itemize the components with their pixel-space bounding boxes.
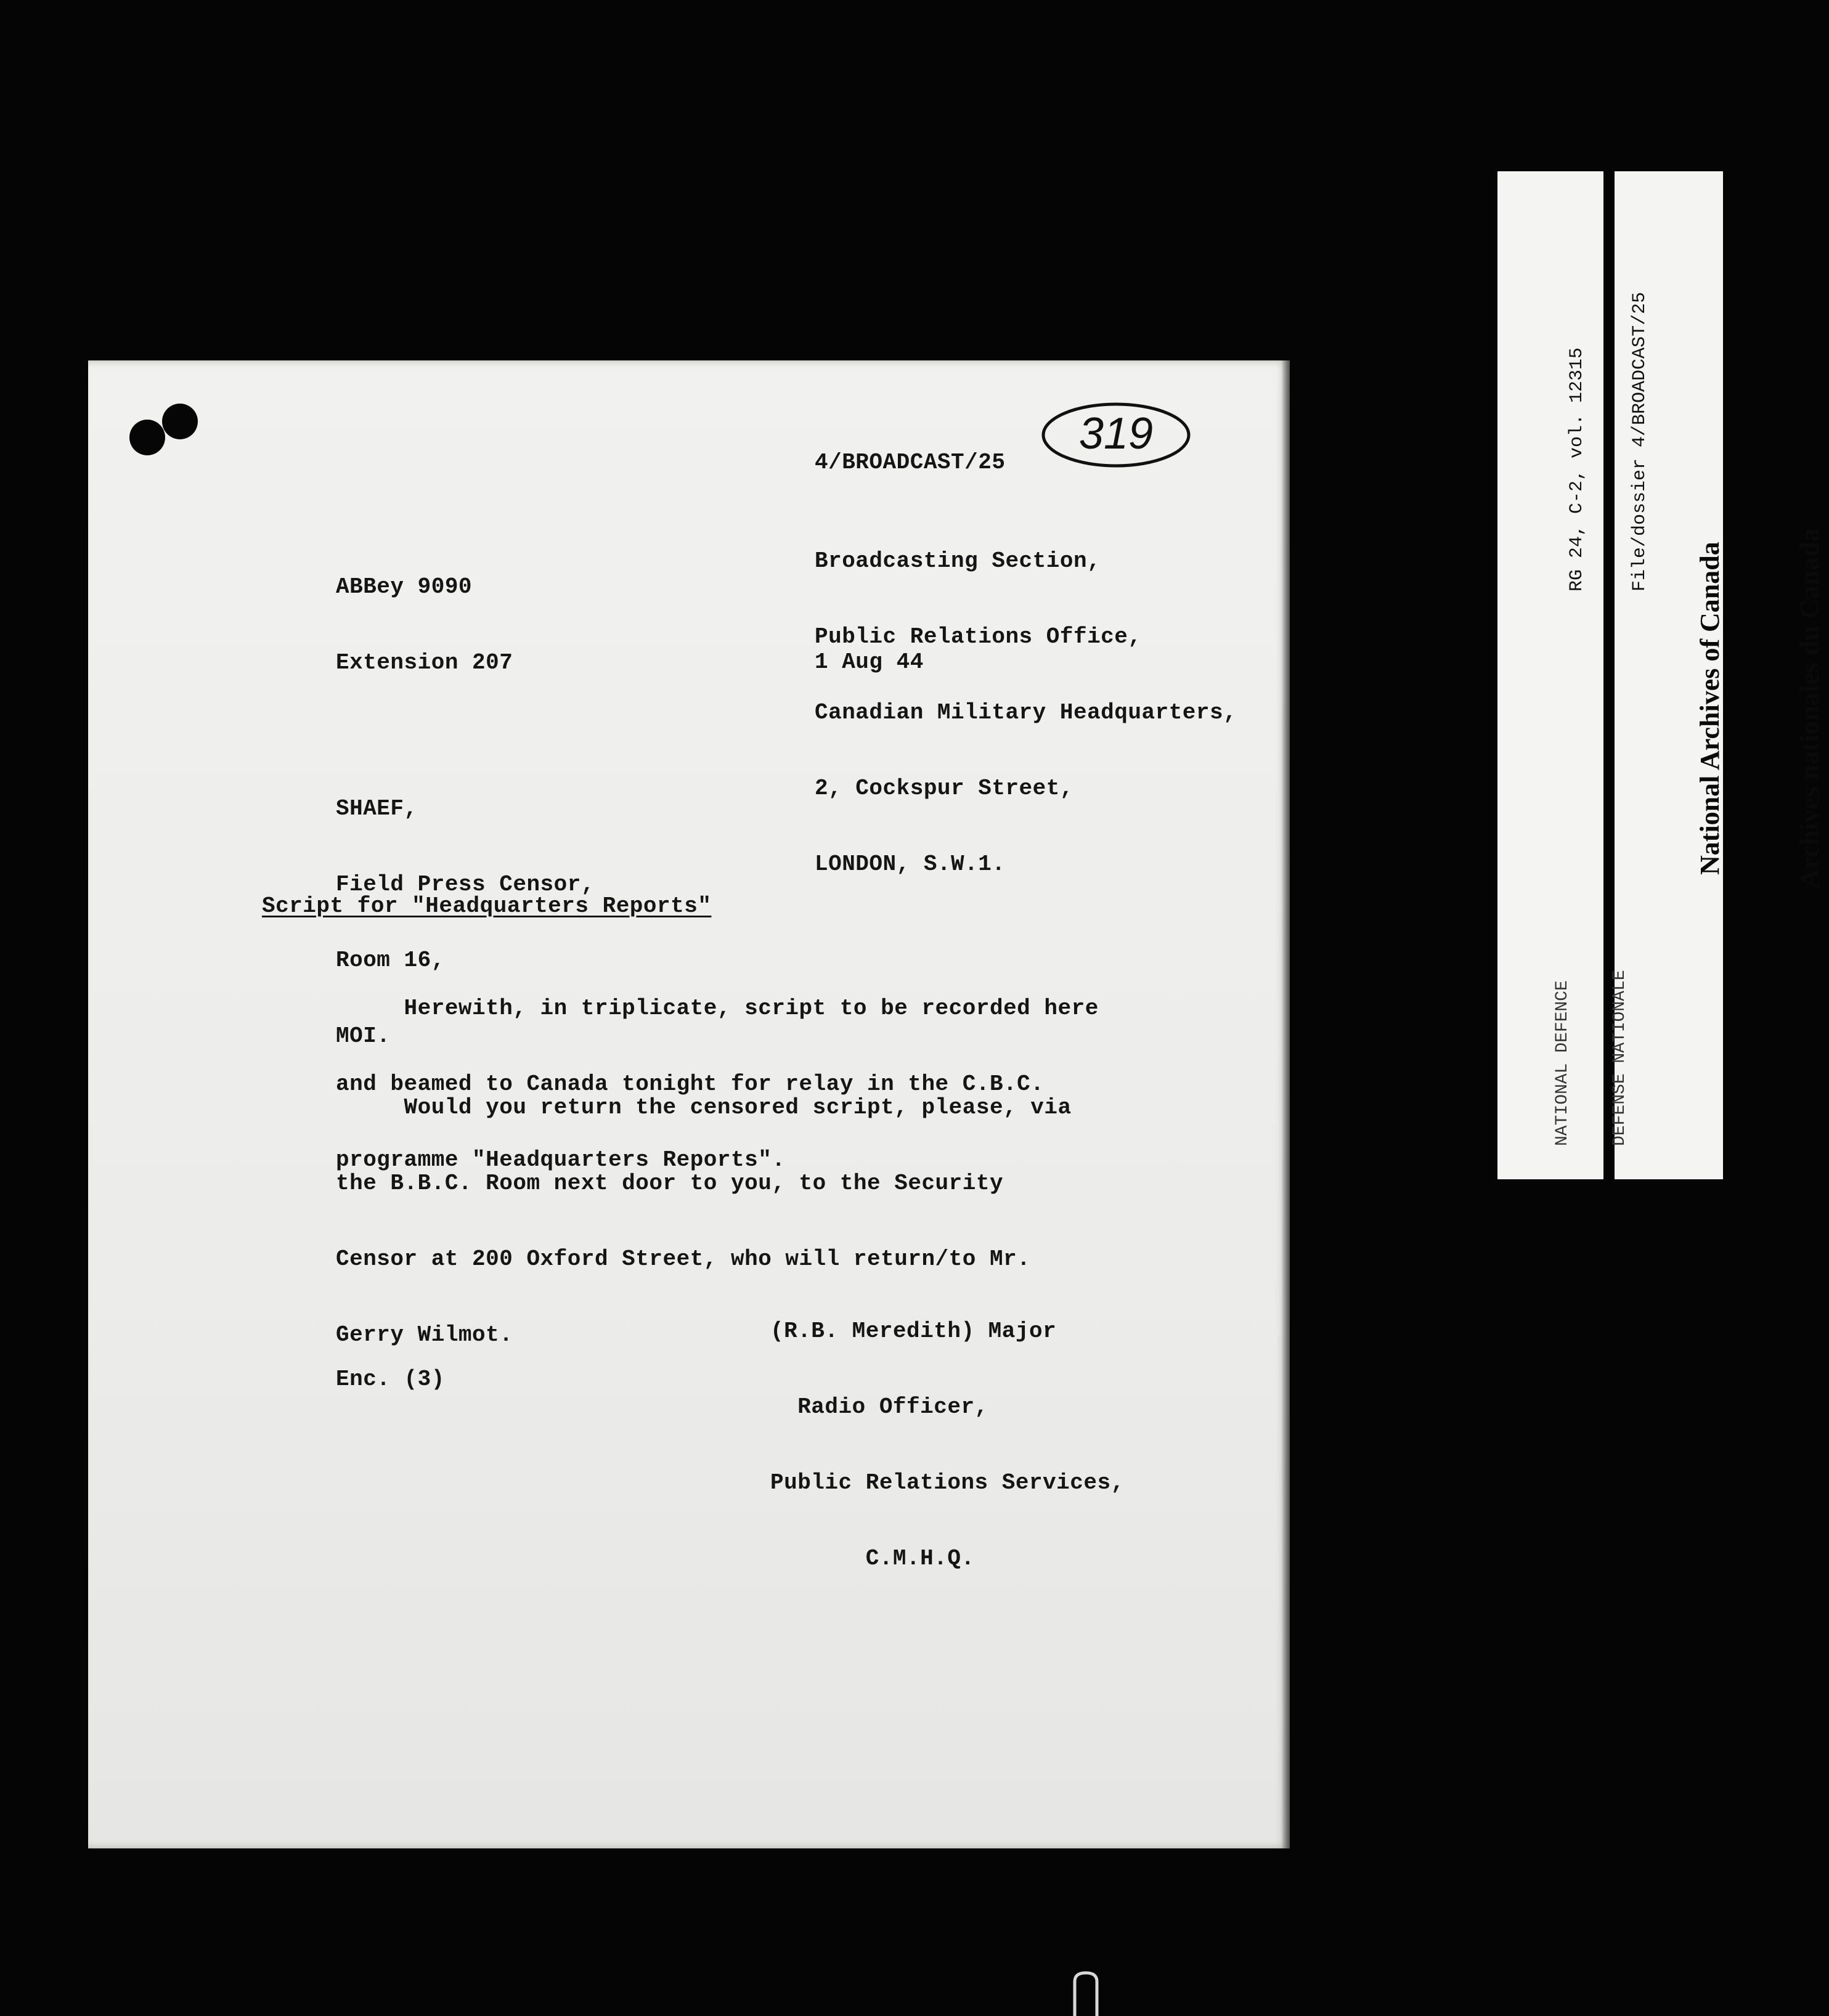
signature-line: (R.B. Meredith) Major [770, 1319, 1057, 1344]
recipient-line: Field Press Censor, [336, 872, 595, 897]
punch-hole [162, 404, 198, 439]
department-stamp [1515, 970, 1648, 1146]
folio-number-circled [1039, 398, 1193, 472]
body-line: and beamed to Canada tonight for relay in the C.B.C. [336, 1071, 1045, 1097]
institution-line: Archives nationales du Canada [1794, 528, 1825, 888]
reference-line: RG 24, C-2, vol. 12315 [1566, 347, 1587, 591]
extension-line: Extension 207 [336, 650, 513, 675]
subject-line: Script for "Headquarters Reports" [262, 893, 712, 919]
sender-address [815, 498, 1237, 902]
file-reference: 4/BROADCAST/25 [815, 450, 1006, 475]
phone-line: ABBey 9090 [336, 574, 473, 600]
phone-block [336, 524, 513, 701]
body-line: Censor at 200 Oxford Street, who will return/to Mr. [336, 1246, 1031, 1272]
signature-line: C.M.H.Q. [770, 1546, 975, 1571]
folio-circle [1039, 398, 1193, 472]
reference-line: File/dossier 4/BROADCAST/25 [1629, 291, 1650, 591]
address-line: Public Relations Office, [815, 624, 1142, 649]
signature-block [770, 1268, 1125, 1596]
institution-line: National Archives of Canada [1695, 542, 1725, 875]
body-line: the B.B.C. Room next door to you, to the Security [336, 1171, 1004, 1196]
signature-line: Radio Officer, [770, 1394, 988, 1420]
enclosure-note: Enc. (3) [336, 1367, 445, 1392]
clip-artifact [1067, 1970, 1104, 2016]
letter-date: 1 Aug 44 [815, 649, 924, 675]
address-line: Canadian Military Headquarters, [815, 700, 1237, 725]
signature-line: Public Relations Services, [770, 1470, 1125, 1495]
punch-hole [129, 420, 165, 455]
department-line: DEFENSE NATIONALE [1610, 970, 1629, 1146]
address-line: Broadcasting Section, [815, 548, 1101, 574]
department-line: NATIONAL DEFENCE [1553, 980, 1572, 1146]
address-line: LONDON, S.W.1. [815, 852, 1006, 877]
recipient-line: SHAEF, [336, 796, 418, 821]
address-line: 2, Cockspur Street, [815, 776, 1073, 801]
body-line: Gerry Wilmot. [336, 1322, 513, 1347]
recipient-line: MOI. [336, 1023, 391, 1049]
body-line: Would you return the censored script, please, via [336, 1095, 1072, 1120]
sheet-shadow-edge [1281, 360, 1290, 1848]
institution-name [1627, 528, 1829, 888]
body-line: Herewith, in triplicate, script to be recorded here [336, 996, 1099, 1021]
folio-number: 319 [1078, 409, 1154, 458]
body-line: programme "Headquarters Reports". [336, 1147, 786, 1173]
recipient-line: Room 16, [336, 948, 445, 973]
